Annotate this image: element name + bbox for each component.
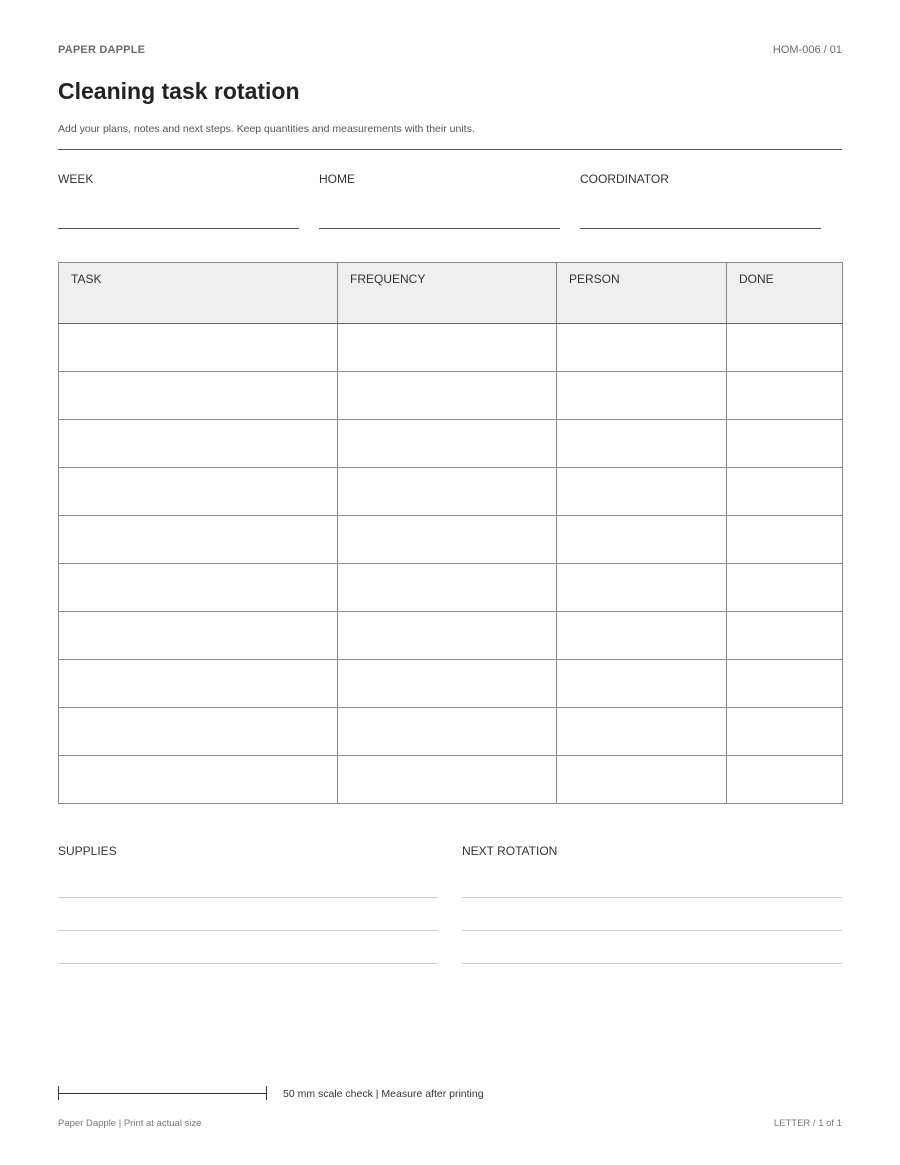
table-row — [59, 420, 843, 468]
table-cell-frequency[interactable] — [338, 468, 557, 516]
supplies-line[interactable] — [58, 930, 438, 931]
table-cell-task[interactable] — [59, 708, 338, 756]
supplies-line[interactable] — [58, 963, 438, 964]
page-title: Cleaning task rotation — [58, 78, 300, 104]
next-rotation-line[interactable] — [462, 897, 842, 898]
table-cell-person[interactable] — [557, 660, 727, 708]
table-cell-task[interactable] — [59, 756, 338, 804]
next-rotation-line[interactable] — [462, 963, 842, 964]
table-cell-done[interactable] — [727, 420, 843, 468]
scale-bar-tick-end — [266, 1086, 267, 1100]
table-cell-frequency[interactable] — [338, 516, 557, 564]
table-cell-done[interactable] — [727, 708, 843, 756]
table-cell-done[interactable] — [727, 324, 843, 372]
document-code: HOM-006 / 01 — [772, 44, 842, 56]
table-header-row — [59, 263, 843, 324]
field-week-line — [58, 228, 299, 229]
field-coordinator-line — [580, 228, 821, 229]
table-row — [59, 372, 843, 420]
table-cell-person[interactable] — [557, 756, 727, 804]
table-cell-person[interactable] — [557, 708, 727, 756]
table-cell-task[interactable] — [59, 420, 338, 468]
table-cell-person[interactable] — [557, 324, 727, 372]
table-cell-task[interactable] — [59, 660, 338, 708]
brand-label: PAPER DAPPLE — [58, 44, 146, 56]
field-week[interactable] — [58, 172, 299, 186]
table-cell-frequency[interactable] — [338, 324, 557, 372]
table-cell-done[interactable] — [727, 756, 843, 804]
field-coordinator[interactable] — [580, 172, 821, 186]
scale-bar-tick-start — [58, 1086, 59, 1100]
table-row — [59, 756, 843, 804]
table-row — [59, 612, 843, 660]
table-cell-person[interactable] — [557, 420, 727, 468]
table-cell-person[interactable] — [557, 516, 727, 564]
supplies-label: SUPPLIES — [58, 844, 117, 858]
table-cell-task[interactable] — [59, 324, 338, 372]
table-cell-task[interactable] — [59, 564, 338, 612]
table-cell-frequency[interactable] — [338, 372, 557, 420]
field-home[interactable] — [319, 172, 560, 186]
scale-check-text: 50 mm scale check | Measure after printing — [283, 1088, 484, 1100]
table-cell-frequency[interactable] — [338, 420, 557, 468]
field-coordinator-label: COORDINATOR — [580, 172, 669, 186]
supplies-section — [58, 844, 438, 858]
header-divider — [58, 149, 842, 150]
table-cell-done[interactable] — [727, 372, 843, 420]
table-cell-person[interactable] — [557, 372, 727, 420]
table-cell-done[interactable] — [727, 468, 843, 516]
footer-right: LETTER / 1 of 1 — [773, 1118, 842, 1129]
table-row — [59, 708, 843, 756]
table-cell-task[interactable] — [59, 516, 338, 564]
field-home-label: HOME — [319, 172, 355, 186]
scale-bar — [58, 1086, 267, 1100]
task-table — [58, 262, 843, 804]
field-week-label: WEEK — [58, 172, 94, 186]
next-rotation-line[interactable] — [462, 930, 842, 931]
table-row — [59, 324, 843, 372]
table-cell-done[interactable] — [727, 516, 843, 564]
table-cell-done[interactable] — [727, 612, 843, 660]
table-cell-person[interactable] — [557, 468, 727, 516]
column-header-done: DONE — [727, 263, 843, 324]
column-header-task: TASK — [59, 263, 338, 324]
table-row — [59, 660, 843, 708]
scale-bar-line — [58, 1093, 267, 1094]
footer-left: Paper Dapple | Print at actual size — [58, 1118, 202, 1129]
table-cell-frequency[interactable] — [338, 660, 557, 708]
table-cell-person[interactable] — [557, 564, 727, 612]
table-cell-done[interactable] — [727, 564, 843, 612]
column-header-frequency: FREQUENCY — [338, 263, 557, 324]
table-cell-frequency[interactable] — [338, 612, 557, 660]
field-home-line — [319, 228, 560, 229]
table-row — [59, 516, 843, 564]
table-cell-done[interactable] — [727, 660, 843, 708]
table-cell-frequency[interactable] — [338, 708, 557, 756]
table-cell-task[interactable] — [59, 468, 338, 516]
next-rotation-label: NEXT ROTATION — [462, 844, 558, 858]
page-subtitle: Add your plans, notes and next steps. Keep quantities and measurements with their units. — [58, 123, 475, 135]
column-header-person: PERSON — [557, 263, 727, 324]
table-cell-task[interactable] — [59, 612, 338, 660]
table-cell-person[interactable] — [557, 612, 727, 660]
table-cell-frequency[interactable] — [338, 756, 557, 804]
table-row — [59, 564, 843, 612]
supplies-line[interactable] — [58, 897, 438, 898]
next-rotation-section — [462, 844, 842, 858]
table-body — [59, 324, 843, 804]
table-cell-frequency[interactable] — [338, 564, 557, 612]
table-row — [59, 468, 843, 516]
table-cell-task[interactable] — [59, 372, 338, 420]
